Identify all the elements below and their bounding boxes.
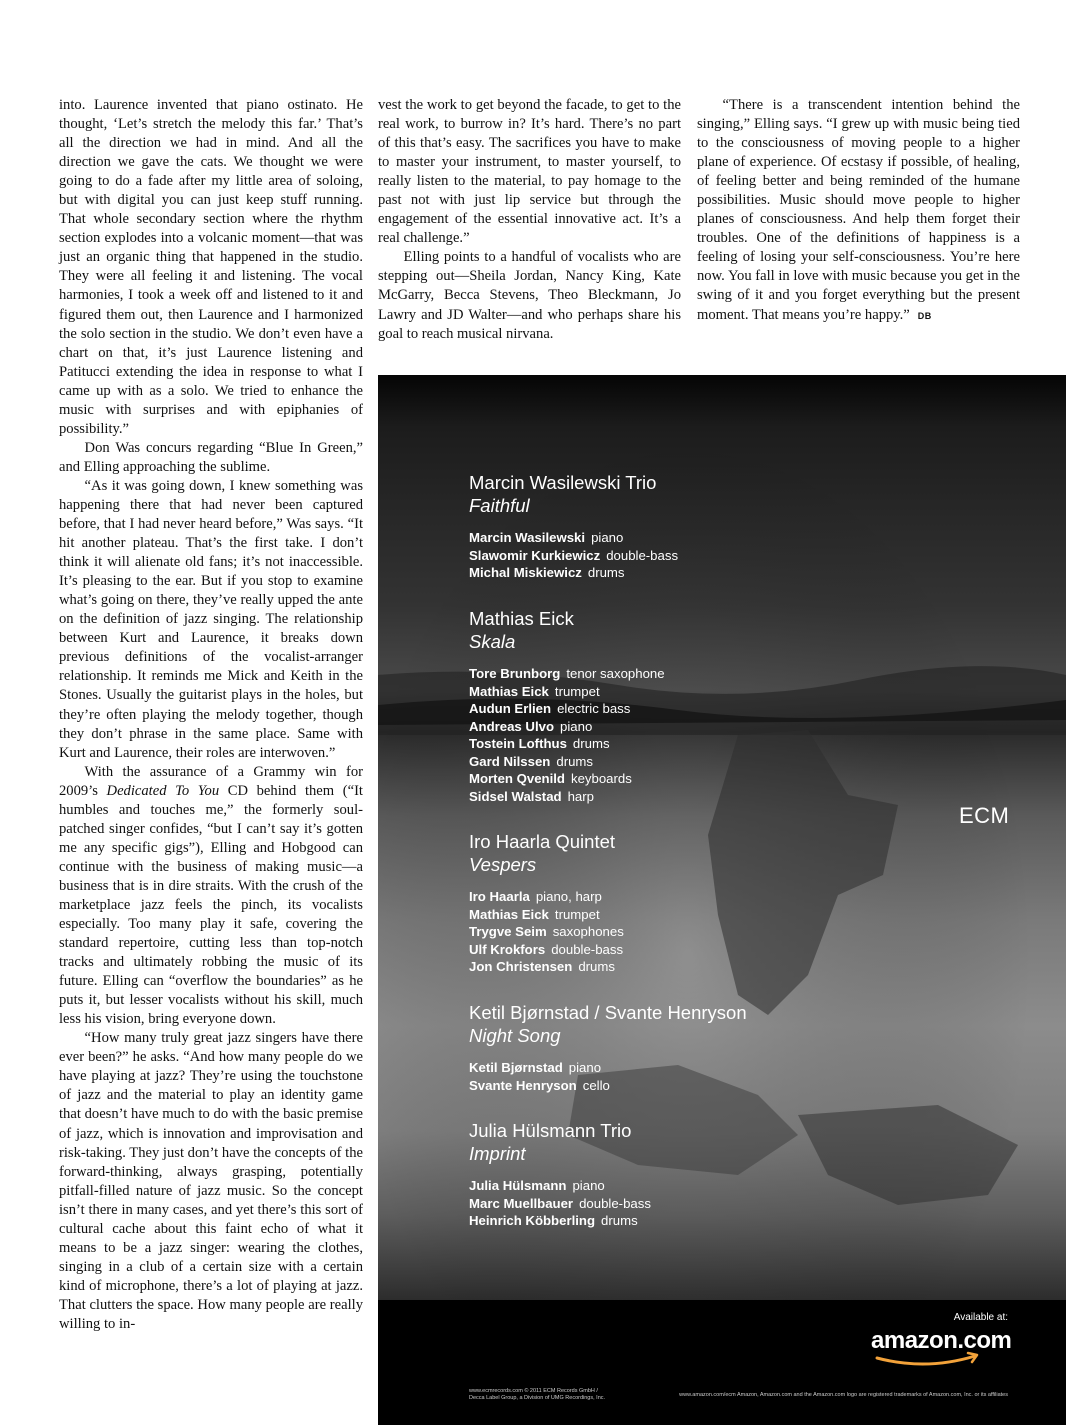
member-instrument: drums xyxy=(572,736,610,751)
text-run: “There is a transcendent intention behind the singing,” Elling says. “I grew up with music being tied to the consciousness of moving people to a higher plane of experience. Of ecstasy if possible, of healing, of feeling better and being reminded of the humane possibilities. Music should move people to higher planes of consciousness. And help them forget their troubles. One of the definitions of happiness is a feeling of losing your self-consciousness. You’re here now. You fall in love with music because you get in the swing of it and you forget everything but the present moment. That means you’re happy.” xyxy=(697,97,1020,323)
album-block xyxy=(469,1001,747,1094)
member-name: Heinrich Köbberling xyxy=(469,1213,596,1228)
member-row xyxy=(469,683,665,701)
album-block xyxy=(469,607,665,805)
member-instrument: harp xyxy=(567,788,594,804)
paragraph: into. Laurence invented that piano ostinato. He thought, ‘Let’s stretch the melody this far.’ That’s all the direction we had in mind. And all the direction we gave the cats. We thought we were going to do a fade after my little area of soloing, but with digital you can just keep stuff running. That whole secondary section where the rhythm section explodes into a volcanic moment—that was just an organic thing that happened in the studio. They were all feeling it and listening. The vocal harmonies, I took a week off and listened to it and figured them out, then Laurence and I harmonized the solo section in the studio. We don’t even have a chart on that, it’s just Laurence listening and Patitucci extending the idea in response to what I came up with as a solo. We tried to enhance the music with surprises and with epiphanies of possibility.” xyxy=(59,97,363,437)
member-row xyxy=(469,923,624,941)
member-instrument: drums xyxy=(601,1213,638,1228)
member-instrument: piano, harp xyxy=(535,889,602,904)
member-row xyxy=(469,700,665,718)
member-row xyxy=(469,1177,651,1195)
member-instrument: piano xyxy=(560,718,593,734)
album-title: Night Song xyxy=(469,1025,561,1046)
member-name: Mathias Eick xyxy=(469,683,549,699)
member-name: Ulf Krokfors xyxy=(469,941,546,957)
member-row xyxy=(469,941,624,959)
member-instrument: electric bass xyxy=(557,701,631,716)
member-list xyxy=(469,1059,747,1094)
ecm-logo: ECM xyxy=(959,803,1010,828)
paragraph: Don Was concurs regarding “Blue In Green,” and Elling approaching the sublime. xyxy=(59,439,363,475)
member-row xyxy=(469,564,678,582)
album-artist: Marcin Wasilewski Trio xyxy=(469,472,657,493)
member-list xyxy=(469,529,678,582)
album-artist: Julia Hülsmann Trio xyxy=(469,1120,632,1141)
ecm-copyright-note xyxy=(469,1388,605,1401)
member-row xyxy=(469,1212,651,1230)
member-row xyxy=(469,788,665,806)
member-row xyxy=(469,770,665,788)
album-title: Vespers xyxy=(469,854,537,875)
member-row xyxy=(469,665,665,683)
copyright-line: Decca Label Group, a Division of UMG Recordings, Inc. xyxy=(469,1394,606,1401)
member-name: Tostein Lofthus xyxy=(469,736,567,751)
amazon-trademark-note: www.amazon.com/ecm Amazon, Amazon.com and the Amazon.com logo are registered trademarks of Amazon.com, Inc. or its affiliates xyxy=(679,1392,1008,1398)
member-name: Slawomir Kurkiewicz xyxy=(469,547,601,563)
member-instrument: trumpet xyxy=(554,906,600,922)
album-block xyxy=(469,471,678,582)
member-name: Marcin Wasilewski xyxy=(469,530,586,545)
album-title: Imprint xyxy=(469,1143,526,1164)
member-instrument: keyboards xyxy=(570,771,632,786)
member-instrument: trumpet xyxy=(554,683,600,699)
member-name: Iro Haarla xyxy=(469,889,530,904)
member-instrument: double-bass xyxy=(606,547,679,563)
member-name: Julia Hülsmann xyxy=(469,1178,567,1193)
member-name: Jon Christensen xyxy=(469,959,573,974)
member-name: Mathias Eick xyxy=(469,906,549,922)
member-name: Morten Qvenild xyxy=(469,771,565,786)
album-title-italic: Dedicated To You xyxy=(106,782,220,799)
member-row xyxy=(469,1195,651,1213)
member-row xyxy=(469,753,665,771)
member-instrument: piano xyxy=(591,530,624,545)
end-mark: DB xyxy=(917,310,932,321)
member-row xyxy=(469,1059,747,1077)
ecm-advertisement xyxy=(378,375,1066,1425)
member-name: Michal Miskiewicz xyxy=(469,565,582,580)
member-instrument: piano xyxy=(568,1060,602,1075)
amazon-logo xyxy=(871,1327,1011,1367)
member-row xyxy=(469,958,624,976)
member-row xyxy=(469,529,678,547)
member-instrument: cello xyxy=(582,1077,610,1093)
paragraph: “As it was going down, I knew something was happening there that had never been captured before, that I had never heard before,” Was says. “It hit another plateau. That’s the first take. I don’t think it will alienate old fans; it’s not inaccessible. It’s pleasing to the ear. But if you stop to examine what’s going on there, they’ve really upped the ante on the definition of jazz singing. The relationship between Kurt and Laurence, it breaks down previous definitions of the vocalist-arranger relationship. It reminds me Mick and Keith in the Stones. Usually the guitarist plays in the holes, but they’re often playing the melody together, though they don’t phrase in the same place. Same with Kurt and Laurence, their roles are interwoven.” xyxy=(59,477,363,761)
member-instrument: saxophones xyxy=(552,924,624,939)
album-title: Skala xyxy=(469,631,516,652)
member-row xyxy=(469,906,624,924)
album-block xyxy=(469,830,624,976)
member-instrument: piano xyxy=(572,1178,605,1193)
member-instrument: drums xyxy=(556,753,593,769)
member-list xyxy=(469,665,665,805)
amazon-wordmark: amazon.com xyxy=(871,1327,1012,1354)
album-block xyxy=(469,1119,651,1230)
member-list xyxy=(469,888,624,976)
member-row xyxy=(469,718,665,736)
article-column-1 xyxy=(59,96,363,1334)
copyright-line: www.ecmrecords.com © 2011 ECM Records GmbH / xyxy=(469,1388,598,1394)
member-instrument: tenor saxophone xyxy=(566,666,665,681)
available-at-label: Available at: xyxy=(953,1312,1008,1323)
paragraph xyxy=(697,96,1020,326)
member-row xyxy=(469,547,678,565)
paragraph: “How many truly great jazz singers have there ever been?” he asks. “And how many people do we have playing at jazz? They’re using the touchstone of jazz and the material to play an identity game that doesn’t have much to do with the basic premise of jazz, which is innovation and improvisation and risk-taking. They just don’t have the concepts of the forward-thinking, always grasping, potentially pitfall-filled nature of jazz music. So the concept isn’t there in many cases, and yet there’s this sort of cultural cache about this faint echo of what it means to be a jazz singer: wearing the clothes, singing in a club of a certain size with a certain kind of microphone, there’s a lot of playing at jazz. That clutters the space. How many people are really willing to in- xyxy=(59,1030,363,1332)
paragraph xyxy=(59,763,363,1030)
member-row xyxy=(469,735,665,753)
member-name: Ketil Bjørnstad xyxy=(469,1060,563,1075)
paragraph: vest the work to get beyond the facade, to get to the real work, to burrow in? It’s hard. There’s no part of this that’s easy. The sacrifices you have to make to master your instrument, to master yourself, to really listen to the material, to pay homage to the past not with just lip service but through the engagement of the essential innovative act. It’s a real challenge.” xyxy=(378,97,681,247)
member-list xyxy=(469,1177,651,1230)
member-name: Sidsel Walstad xyxy=(469,788,562,804)
member-name: Svante Henryson xyxy=(469,1077,577,1093)
member-row xyxy=(469,888,624,906)
member-name: Trygve Seim xyxy=(469,924,547,939)
amazon-smile-icon xyxy=(871,1327,1011,1367)
member-row xyxy=(469,1077,747,1095)
album-artist: Mathias Eick xyxy=(469,608,574,629)
article-column-3 xyxy=(697,96,1020,326)
album-artist: Iro Haarla Quintet xyxy=(469,831,616,852)
member-name: Tore Brunborg xyxy=(469,666,561,681)
text-run: With the assurance of a Grammy win for 2009’s xyxy=(59,763,363,799)
member-instrument: drums xyxy=(578,959,615,974)
paragraph: Elling points to a handful of vocalists who are stepping out—Sheila Jordan, Nancy King, Kate McGarry, Becca Stevens, Theo Bleckmann, Jo Lawry and JD Walter—and who perhaps share his goal to reach musical nirvana. xyxy=(378,249,681,342)
member-instrument: drums xyxy=(587,565,625,580)
member-name: Marc Muellbauer xyxy=(469,1195,574,1211)
member-name: Gard Nilssen xyxy=(469,753,551,769)
text-run: CD behind them (“It humbles and touches me,” the formerly soul-patched singer confides, “but I can’t say it’s gotten me any specific gigs”), Elling and Hobgood can continue with the business of making music—a business that is in dire straits. With the crush of the marketplace jazz feels the pinch, its vocalists especially. Too many play it safe, covering the standard repertoire, cutting less than top-notch tracks and ultimately robbing the music of its future. Elling can “overflow the boundaries” as he puts it, but lesser vocalists without his skill, much less his vision, bring everyone down. xyxy=(59,782,363,1028)
member-instrument: double-bass xyxy=(551,941,624,957)
member-name: Andreas Ulvo xyxy=(469,718,555,734)
album-title: Faithful xyxy=(469,495,530,516)
article-column-2 xyxy=(378,96,681,344)
album-artist: Ketil Bjørnstad / Svante Henryson xyxy=(469,1002,747,1023)
member-name: Audun Erlien xyxy=(469,701,552,716)
member-instrument: double-bass xyxy=(579,1195,651,1211)
